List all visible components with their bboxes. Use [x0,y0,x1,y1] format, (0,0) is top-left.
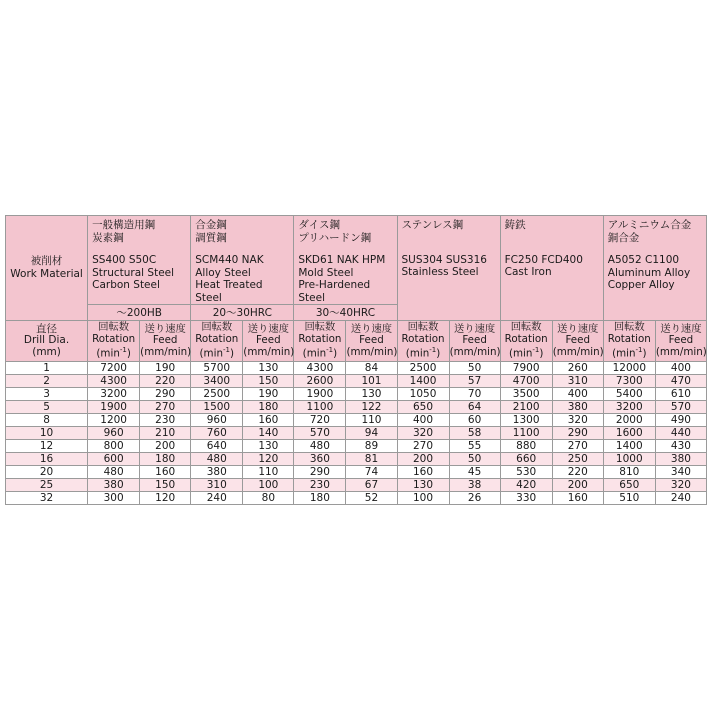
material-header-4 [500,216,603,321]
material-en-name: SCM440 NAK [195,254,264,266]
rotation-header [397,321,449,362]
feed-cell: 120 [243,453,294,466]
feed-cell: 320 [655,479,706,492]
feed-header [655,321,706,362]
feed-cell: 45 [449,466,500,479]
feed-header [346,321,397,362]
rotation-cell: 3500 [500,388,552,401]
feed-cell: 440 [655,427,706,440]
feed-cell: 220 [140,375,191,388]
material-jp-name: ダイス鋼 [298,219,341,231]
table-row [6,362,707,375]
hardness-2: 30～40HRC [294,305,397,321]
material-header-3 [397,216,500,321]
rotation-unit-sup: -1 [635,346,643,355]
feed-cell: 400 [552,388,603,401]
feed-cell: 50 [449,453,500,466]
drill-dia-unit: (mm) [32,345,61,358]
rotation-cell: 760 [191,427,243,440]
feed-cell: 130 [243,440,294,453]
work-material-header [6,216,88,321]
feed-cell: 94 [346,427,397,440]
feed-en: Feed [359,334,384,347]
material-en-name: Stainless Steel [401,266,479,278]
rotation-cell: 640 [191,440,243,453]
feed-cell: 50 [449,362,500,375]
rotation-cell: 1300 [500,414,552,427]
material-en-name: Aluminum Alloy [607,266,691,279]
feed-cell: 200 [140,440,191,453]
feed-cell: 270 [552,440,603,453]
table-row [6,427,707,440]
feed-cell: 140 [243,427,294,440]
feed-cell: 122 [346,401,397,414]
material-en-name: Structural Steel [92,266,175,279]
rotation-jp: 回転数 [510,321,542,334]
feed-cell: 470 [655,375,706,388]
rotation-unit-end: ) [436,347,441,360]
feed-cell: 64 [449,401,500,414]
rotation-unit [88,345,139,360]
material-jp-name: 銅合金 [607,231,640,244]
drill-dia-cell: 25 [6,479,88,492]
column-header-row [6,321,707,362]
rotation-cell: 1900 [294,388,346,401]
rotation-cell: 3400 [191,375,243,388]
rotation-cell: 240 [191,492,243,505]
rotation-cell: 5700 [191,362,243,375]
rotation-cell: 180 [294,492,346,505]
rotation-cell: 1500 [191,401,243,414]
drill-dia-cell: 1 [6,362,88,375]
feed-jp: 送り速度 [144,322,186,335]
feed-en: Feed [462,334,487,347]
rotation-jp: 回転数 [613,321,645,334]
rotation-unit-base: (min [612,347,636,360]
feed-cell: 320 [552,414,603,427]
feed-cell: 610 [655,388,706,401]
rotation-cell: 720 [294,414,346,427]
feed-cell: 190 [140,362,191,375]
rotation-cell: 2500 [397,362,449,375]
rotation-header [500,321,552,362]
rotation-jp: 回転数 [407,321,439,334]
rotation-cell: 1400 [603,440,655,453]
rotation-cell: 360 [294,453,346,466]
rotation-en: Rotation [607,332,651,345]
feed-cell: 570 [655,401,706,414]
rotation-cell: 320 [397,427,449,440]
feed-cell: 26 [449,492,500,505]
rotation-cell: 100 [397,492,449,505]
work-material-en: Work Material [10,268,83,280]
rotation-cell: 650 [603,479,655,492]
rotation-cell: 310 [191,479,243,492]
material-en-name: SKD61 NAK HPM [298,254,386,266]
rotation-cell: 880 [500,440,552,453]
feed-cell: 180 [243,401,294,414]
material-header-2 [294,216,397,305]
feed-en: Feed [256,334,281,347]
feed-cell: 84 [346,362,397,375]
rotation-cell: 12000 [603,362,655,375]
rotation-unit-base: (min [508,347,533,360]
rotation-header [191,321,243,362]
feed-cell: 38 [449,479,500,492]
table-row [6,401,707,414]
feed-jp: 送り速度 [350,322,393,335]
rotation-cell: 5400 [603,388,655,401]
rotation-cell: 380 [88,479,140,492]
rotation-jp: 回転数 [201,321,233,334]
material-header-5 [603,216,706,321]
feed-cell: 81 [346,453,397,466]
cutting-conditions-table [5,215,707,505]
rotation-cell: 530 [500,466,552,479]
feed-jp: 送り速度 [557,322,599,335]
rotation-header [603,321,655,362]
rotation-cell: 660 [500,453,552,466]
rotation-en: Rotation [195,332,239,345]
rotation-cell: 4300 [88,375,140,388]
rotation-cell: 1900 [88,401,140,414]
feed-cell: 89 [346,440,397,453]
rotation-cell: 480 [191,453,243,466]
rotation-unit-base: (min [302,347,327,360]
rotation-cell: 330 [500,492,552,505]
rotation-en: Rotation [92,332,136,345]
rotation-cell: 7300 [603,375,655,388]
rotation-cell: 270 [397,440,449,453]
material-row [6,216,707,305]
rotation-cell: 2500 [191,388,243,401]
feed-unit: (mm/min) [552,345,604,358]
feed-cell: 290 [552,427,603,440]
hardness-1: 20～30HRC [191,305,294,321]
rotation-unit-sup: -1 [119,346,127,355]
table-row [6,440,707,453]
drill-dia-cell: 20 [6,466,88,479]
drill-dia-jp: 直径 [36,322,58,335]
table-row [6,414,707,427]
rotation-unit-base: (min [405,347,430,360]
feed-cell: 340 [655,466,706,479]
table-row [6,375,707,388]
feed-cell: 250 [552,453,603,466]
rotation-cell: 1400 [397,375,449,388]
rotation-cell: 600 [88,453,140,466]
material-en-name: Mold Steel [298,266,354,279]
rotation-cell: 160 [397,466,449,479]
rotation-cell: 200 [397,453,449,466]
rotation-cell: 2000 [603,414,655,427]
material-en-name: SUS304 SUS316 [401,253,487,266]
drill-dia-cell: 10 [6,427,88,440]
feed-en: Feed [668,334,694,347]
rotation-header [294,321,346,362]
feed-cell: 180 [140,453,191,466]
material-header-0 [88,216,191,305]
table-row [6,388,707,401]
feed-cell: 310 [552,375,603,388]
feed-cell: 101 [346,375,397,388]
feed-jp: 送り速度 [247,322,289,335]
rotation-cell: 960 [88,427,140,440]
feed-cell: 240 [655,492,706,505]
feed-cell: 100 [243,479,294,492]
material-jp-name: 合金鋼 [195,219,227,231]
rotation-cell: 130 [397,479,449,492]
feed-cell: 110 [243,466,294,479]
feed-cell: 380 [552,401,603,414]
feed-header [552,321,603,362]
material-en-name: Pre-Hardened Steel [298,279,371,304]
rotation-unit-end: ) [539,347,544,360]
material-jp-name: ステンレス鋼 [401,219,464,231]
rotation-cell: 290 [294,466,346,479]
feed-cell: 58 [449,427,500,440]
rotation-unit-base: (min [96,347,120,360]
rotation-cell: 810 [603,466,655,479]
drill-dia-cell: 5 [6,401,88,414]
feed-unit: (mm/min) [449,345,501,358]
rotation-unit-end: ) [229,347,234,360]
rotation-cell: 2600 [294,375,346,388]
drill-dia-cell: 12 [6,440,88,453]
rotation-cell: 1200 [88,414,140,427]
rotation-unit-end: ) [642,347,647,360]
feed-header [449,321,500,362]
rotation-cell: 380 [191,466,243,479]
feed-cell: 74 [346,466,397,479]
rotation-cell: 7200 [88,362,140,375]
feed-unit: (mm/min) [346,345,398,358]
feed-cell: 380 [655,453,706,466]
rotation-unit-base: (min [199,347,223,360]
rotation-cell: 4700 [500,375,552,388]
rotation-unit [294,345,345,360]
material-jp-name: 炭素鋼 [92,231,124,244]
feed-cell: 160 [140,466,191,479]
rotation-cell: 300 [88,492,140,505]
rotation-cell: 1100 [500,427,552,440]
drill-dia-cell: 16 [6,453,88,466]
feed-cell: 270 [140,401,191,414]
rotation-cell: 3200 [603,401,655,414]
feed-header [243,321,294,362]
feed-cell: 190 [243,388,294,401]
rotation-unit-sup: -1 [326,346,334,355]
work-material-jp: 被削材 [30,255,63,267]
rotation-cell: 480 [294,440,346,453]
table-row [6,492,707,505]
feed-cell: 60 [449,414,500,427]
rotation-cell: 7900 [500,362,552,375]
feed-cell: 200 [552,479,603,492]
drill-dia-en: Drill Dia. [23,334,70,347]
feed-cell: 52 [346,492,397,505]
rotation-cell: 1050 [397,388,449,401]
rotation-cell: 480 [88,466,140,479]
rotation-en: Rotation [504,332,548,345]
drill-dia-cell: 3 [6,388,88,401]
feed-en: Feed [152,334,178,347]
feed-cell: 160 [243,414,294,427]
drill-dia-cell: 8 [6,414,88,427]
material-jp-name: 鋳鉄 [504,219,526,231]
rotation-unit-end: ) [333,347,338,360]
rotation-cell: 960 [191,414,243,427]
rotation-cell: 1000 [603,453,655,466]
material-jp-name: 調質鋼 [195,231,227,244]
rotation-unit [191,345,242,360]
drill-dia-header [6,321,88,362]
feed-cell: 57 [449,375,500,388]
material-jp-name: 一般構造用鋼 [92,219,156,231]
feed-header [140,321,191,362]
feed-cell: 260 [552,362,603,375]
hardness-0: ～200HB [88,305,191,321]
rotation-header [88,321,140,362]
rotation-cell: 570 [294,427,346,440]
rotation-cell: 650 [397,401,449,414]
material-en-name: A5052 C1100 [607,254,680,266]
rotation-unit-sup: -1 [222,346,230,355]
material-en-name: Carbon Steel [92,279,160,291]
rotation-cell: 230 [294,479,346,492]
feed-jp: 送り速度 [660,322,702,335]
rotation-cell: 1600 [603,427,655,440]
material-jp-name: アルミニウム合金 [607,219,692,231]
rotation-cell: 510 [603,492,655,505]
rotation-cell: 420 [500,479,552,492]
rotation-jp: 回転数 [304,321,336,334]
table-row [6,466,707,479]
material-en-name: Heat Treated Steel [195,279,263,304]
rotation-cell: 4300 [294,362,346,375]
feed-cell: 130 [243,362,294,375]
material-en-name: Copper Alloy [607,279,675,291]
table-row [6,453,707,466]
feed-unit: (mm/min) [655,345,707,358]
feed-unit: (mm/min) [243,345,295,358]
drill-dia-cell: 2 [6,375,88,388]
rotation-cell: 2100 [500,401,552,414]
rotation-unit-end: ) [126,347,131,360]
feed-cell: 290 [140,388,191,401]
rotation-cell: 800 [88,440,140,453]
rotation-en: Rotation [401,332,445,345]
drill-dia-cell: 32 [6,492,88,505]
feed-cell: 80 [243,492,294,505]
feed-cell: 55 [449,440,500,453]
material-header-1 [191,216,294,305]
rotation-en: Rotation [298,332,342,345]
feed-cell: 490 [655,414,706,427]
rotation-cell: 1100 [294,401,346,414]
feed-cell: 210 [140,427,191,440]
feed-cell: 67 [346,479,397,492]
feed-cell: 120 [140,492,191,505]
feed-jp: 送り速度 [454,322,496,335]
feed-cell: 130 [346,388,397,401]
material-en-name: FC250 FCD400 [504,253,583,266]
feed-cell: 220 [552,466,603,479]
material-en-name: Alloy Steel [195,266,251,279]
table-row [6,479,707,492]
feed-cell: 430 [655,440,706,453]
rotation-cell: 400 [397,414,449,427]
rotation-unit [604,345,655,360]
feed-unit: (mm/min) [140,345,192,358]
rotation-unit-sup: -1 [429,346,437,355]
feed-cell: 230 [140,414,191,427]
rotation-unit [398,345,449,360]
feed-cell: 150 [140,479,191,492]
rotation-cell: 3200 [88,388,140,401]
feed-cell: 70 [449,388,500,401]
feed-cell: 160 [552,492,603,505]
material-en-name: SS400 S50C [92,254,157,266]
rotation-unit [501,345,552,360]
feed-cell: 110 [346,414,397,427]
feed-cell: 400 [655,362,706,375]
feed-en: Feed [565,334,591,347]
rotation-jp: 回転数 [98,321,130,334]
material-jp-name: プリハードン鋼 [298,231,372,244]
feed-cell: 150 [243,375,294,388]
material-en-name: Cast Iron [504,266,552,278]
rotation-unit-sup: -1 [532,346,540,355]
